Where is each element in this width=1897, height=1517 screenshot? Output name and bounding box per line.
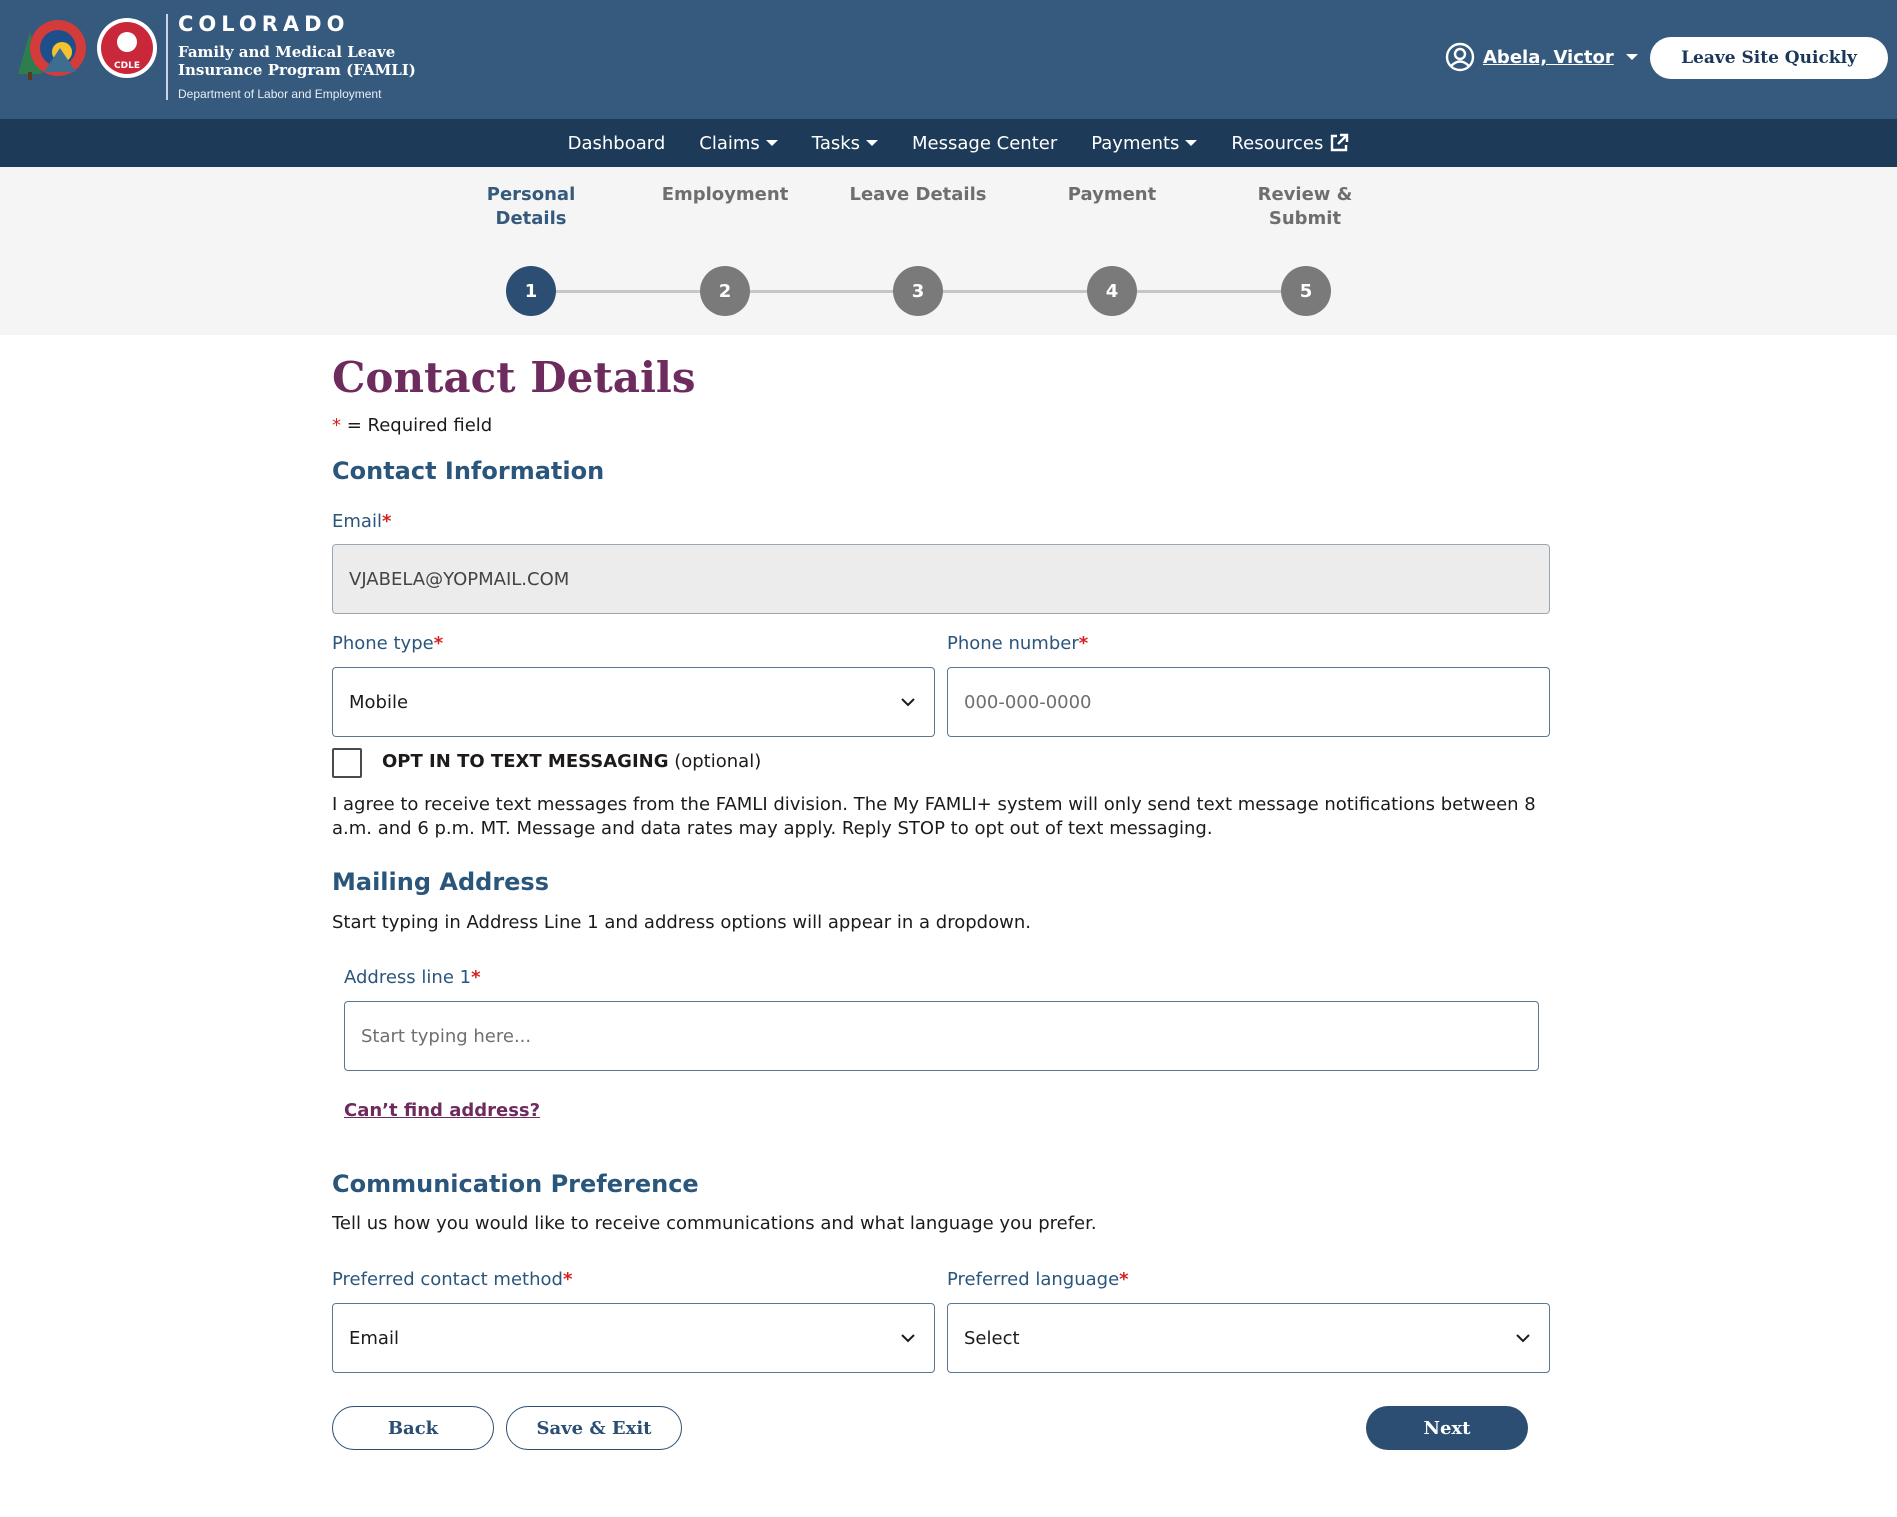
mailing-instructions: Start typing in Address Line 1 and address options will appear in a dropdown. xyxy=(332,912,1031,933)
communication-instructions: Tell us how you would like to receive communications and what language you prefer. xyxy=(332,1213,1097,1234)
nav-label: Payments xyxy=(1091,132,1180,154)
svg-text:CDLE: CDLE xyxy=(114,61,140,71)
step-connector xyxy=(1137,290,1281,293)
brand-state: COLORADO xyxy=(178,12,350,36)
step-connector xyxy=(750,290,894,293)
required-marker: * xyxy=(381,511,392,532)
preferred-language-select[interactable] xyxy=(947,1303,1550,1373)
chevron-down-icon xyxy=(1626,54,1638,60)
nav-label: Message Center xyxy=(912,132,1058,154)
step-circle-4: 4 xyxy=(1087,266,1137,316)
nav-message-center[interactable] xyxy=(912,133,1057,154)
phone-type-label xyxy=(332,633,443,654)
user-circle-icon xyxy=(1445,42,1475,72)
required-marker: * xyxy=(471,967,481,988)
phone-number-label-text: Phone number xyxy=(947,633,1079,654)
nav-resources[interactable] xyxy=(1231,133,1349,154)
logo-divider xyxy=(166,14,168,100)
phone-type-select[interactable] xyxy=(332,667,935,737)
nav-label: Dashboard xyxy=(567,132,666,154)
required-marker: * xyxy=(1119,1269,1129,1290)
chevron-down-icon xyxy=(1185,140,1197,146)
preferred-language-label xyxy=(947,1269,1129,1290)
email-value: VJABELA@YOPMAIL.COM xyxy=(349,568,570,590)
step-label-employment: Employment xyxy=(661,184,789,205)
chevron-down-icon xyxy=(900,1330,916,1346)
leave-site-quickly-button[interactable]: Leave Site Quickly xyxy=(1650,37,1888,79)
required-marker: * xyxy=(1078,633,1089,654)
user-menu[interactable] xyxy=(1445,42,1638,72)
back-button[interactable]: Back xyxy=(332,1406,494,1450)
brand-department: Department of Labor and Employment xyxy=(178,87,382,101)
language-value: Select xyxy=(964,1327,1020,1349)
user-name-link[interactable]: Abela, Victor xyxy=(1483,46,1614,68)
chevron-down-icon xyxy=(900,694,916,710)
preferred-contact-method-select[interactable] xyxy=(332,1303,935,1373)
address-placeholder: Start typing here... xyxy=(361,1025,532,1047)
step-label-review-submit: Review & Submit xyxy=(1257,184,1353,229)
page-title: Contact Details xyxy=(332,353,696,402)
method-value: Email xyxy=(349,1327,399,1349)
communication-preference-heading: Communication Preference xyxy=(332,1170,699,1198)
step-label-personal-details: Personal Details xyxy=(486,184,576,229)
nav-claims[interactable] xyxy=(699,133,778,154)
required-marker: * xyxy=(433,633,444,654)
language-label-text: Preferred language xyxy=(947,1269,1120,1290)
step-label-payment: Payment xyxy=(1067,184,1157,205)
contact-info-heading: Contact Information xyxy=(332,457,605,485)
step-circle-1: 1 xyxy=(506,266,556,316)
cant-find-address-link[interactable]: Can’t find address? xyxy=(344,1100,541,1121)
email-label-text: Email xyxy=(332,511,382,532)
required-field-note xyxy=(332,415,492,436)
chevron-down-icon xyxy=(766,140,778,146)
step-circle-5: 5 xyxy=(1281,266,1331,316)
email-label xyxy=(332,511,391,532)
site-header xyxy=(0,0,1897,119)
save-exit-button[interactable]: Save & Exit xyxy=(506,1406,682,1450)
preferred-contact-method-label xyxy=(332,1269,572,1290)
opt-in-text-checkbox[interactable] xyxy=(332,748,362,778)
chevron-down-icon xyxy=(1515,1330,1531,1346)
phone-number-placeholder: 000-000-0000 xyxy=(964,691,1092,713)
method-label-text: Preferred contact method xyxy=(332,1269,563,1290)
nav-label: Resources xyxy=(1231,132,1324,154)
phone-type-value: Mobile xyxy=(349,691,409,713)
mailing-address-heading: Mailing Address xyxy=(332,868,549,896)
phone-number-input[interactable] xyxy=(947,667,1550,737)
chevron-down-icon xyxy=(866,140,878,146)
required-note-text: = Required field xyxy=(346,415,493,436)
step-label-leave-details: Leave Details xyxy=(849,184,987,205)
opt-in-label xyxy=(382,751,761,772)
external-link-icon xyxy=(1329,133,1349,153)
address-line1-label xyxy=(344,967,481,988)
nav-payments[interactable] xyxy=(1091,133,1197,154)
phone-number-label xyxy=(947,633,1088,654)
step-connector xyxy=(943,290,1087,293)
brand-program: Family and Medical Leave Insurance Program (FAMLI) xyxy=(178,43,416,79)
required-marker: * xyxy=(562,1269,573,1290)
nav-tasks[interactable] xyxy=(812,133,878,154)
step-circle-2: 2 xyxy=(700,266,750,316)
opt-in-label-bold: OPT IN TO TEXT MESSAGING xyxy=(382,751,669,772)
next-button[interactable]: Next xyxy=(1366,1406,1528,1450)
nav-dashboard[interactable] xyxy=(568,133,666,154)
opt-in-label-optional: (optional) xyxy=(674,751,762,772)
address-line1-input[interactable] xyxy=(344,1001,1539,1071)
colorado-cdle-logo xyxy=(16,12,166,82)
nav-label: Claims xyxy=(699,132,760,154)
nav-label: Tasks xyxy=(811,132,861,154)
step-circle-3: 3 xyxy=(893,266,943,316)
required-marker: * xyxy=(332,415,341,436)
step-connector xyxy=(556,290,700,293)
phone-type-label-text: Phone type xyxy=(332,633,434,654)
address-line1-label-text: Address line 1 xyxy=(344,967,472,988)
main-nav xyxy=(0,119,1897,167)
email-field[interactable] xyxy=(332,544,1550,614)
opt-in-disclaimer: I agree to receive text messages from the FAMLI division. The My FAMLI+ system will only send text message notifications between 8 a.m. and 6 p.m. MT. Message and data rates may apply. Reply STOP to opt out of text messaging. xyxy=(332,794,1536,839)
